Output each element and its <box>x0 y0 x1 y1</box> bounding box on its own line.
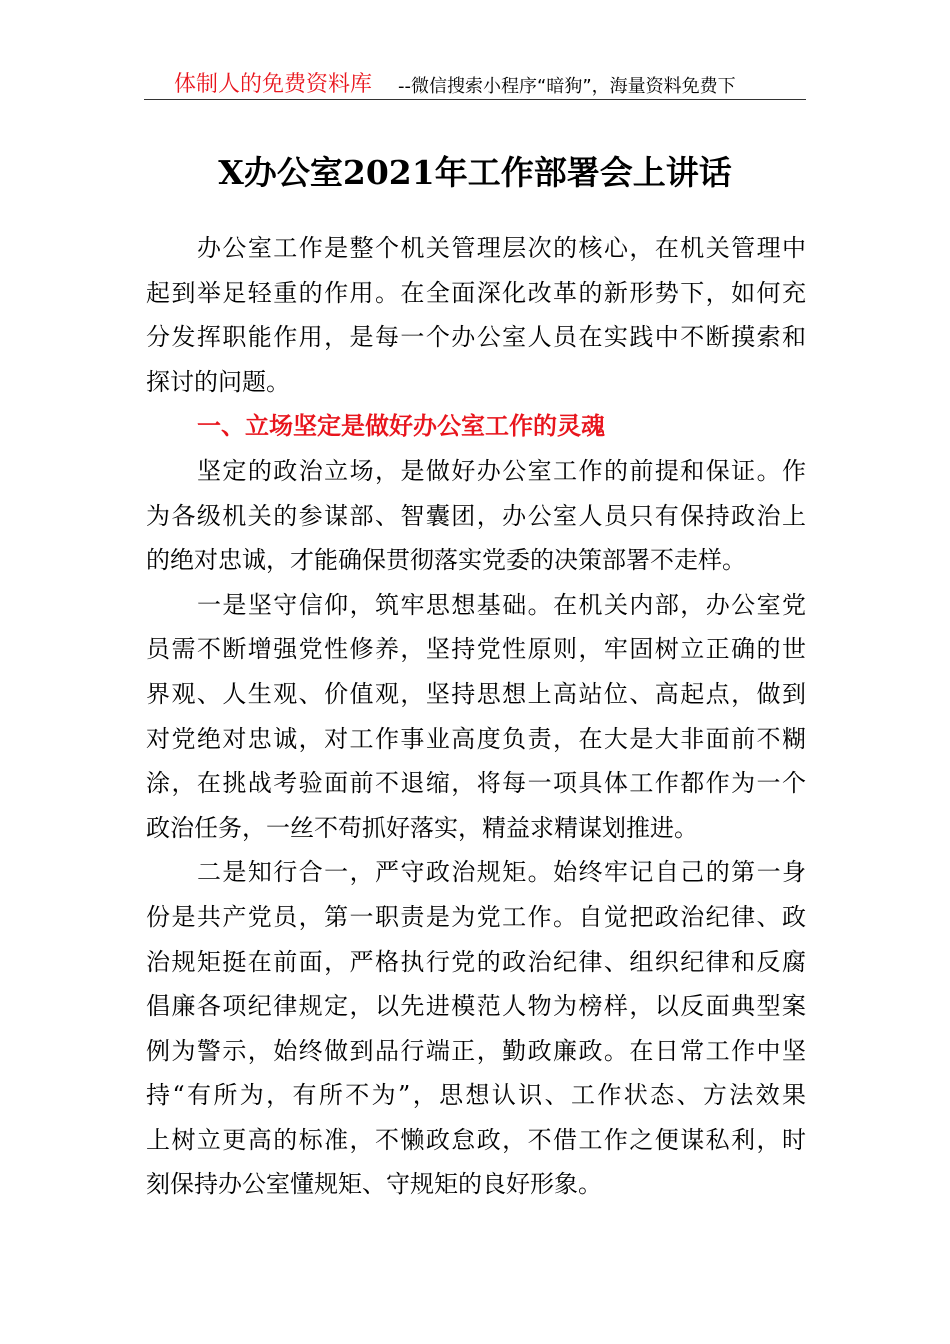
text-line: 办公室工作是整个机关管理层次的核心，在机关管理中 <box>197 234 806 262</box>
text-line: 坚定的政治立场，是做好办公室工作的前提和保证。作 <box>197 456 806 485</box>
header-slogan: --微信搜索小程序“暗狗”，海量资料免费下 <box>398 76 736 97</box>
text-line: 份是共产党员，第一职责是为党工作。自觉把政治纪律、政 <box>146 902 806 931</box>
text-line: 对党绝对忠诚，对工作事业高度负责，在大是大非面前不糊 <box>146 724 806 753</box>
text-line: 员需不断增强党性修养，坚持党性原则，牢固树立正确的世 <box>146 635 806 664</box>
text-line: 一是坚守信仰，筑牢思想基础。在机关内部，办公室党 <box>197 590 806 619</box>
text-line: 治规矩挺在前面，严格执行党的政治纪律、组织纪律和反腐 <box>146 947 806 976</box>
text-line: 一、立场坚定是做好办公室工作的灵魂 <box>197 412 605 441</box>
text-line: 的绝对忠诚，才能确保贯彻落实党委的决策部署不走样。 <box>146 546 746 575</box>
text-line: 二是知行合一，严守政治规矩。始终牢记自己的第一身 <box>197 858 806 887</box>
text-line: 界观、人生观、价值观，坚持思想上高站位、高起点，做到 <box>146 679 806 708</box>
document-title: X办公室2021年工作部署会上讲话 <box>218 153 732 192</box>
header-brand: 体制人的免费资料库 <box>174 72 373 97</box>
text-line: 为各级机关的参谋部、智囊团，办公室人员只有保持政治上 <box>146 501 806 530</box>
text-line: 政治任务，一丝不苟抓好落实，精益求精谋划推进。 <box>146 813 698 842</box>
text-line: 涂，在挑战考验面前不退缩，将每一项具体工作都作为一个 <box>146 769 806 798</box>
page-header <box>144 70 806 100</box>
paragraph <box>146 449 806 583</box>
text-line: 探讨的问题。 <box>146 367 290 396</box>
text-line: 起到举足轻重的作用。在全面深化改革的新形势下，如何充 <box>146 278 806 307</box>
text-line: 例为警示，始终做到品行端正，勤政廉政。在日常工作中坚 <box>146 1036 806 1065</box>
text-line: 上树立更高的标准，不懒政怠政，不借工作之便谋私利，时 <box>146 1125 806 1154</box>
text-line: 刻保持办公室懂规矩、守规矩的良好形象。 <box>146 1170 602 1199</box>
text-line: 倡廉各项纪律规定，以先进模范人物为榜样，以反面典型案 <box>146 992 806 1021</box>
paragraph <box>146 226 806 404</box>
section-heading <box>146 404 806 449</box>
paragraph <box>146 850 806 1207</box>
document-body <box>146 226 806 1207</box>
text-line: 持“有所为，有所不为”，思想认识、工作状态、方法效果 <box>146 1081 806 1110</box>
text-line: 分发挥职能作用，是每一个办公室人员在实践中不断摸索和 <box>146 323 806 352</box>
paragraph <box>146 583 806 851</box>
